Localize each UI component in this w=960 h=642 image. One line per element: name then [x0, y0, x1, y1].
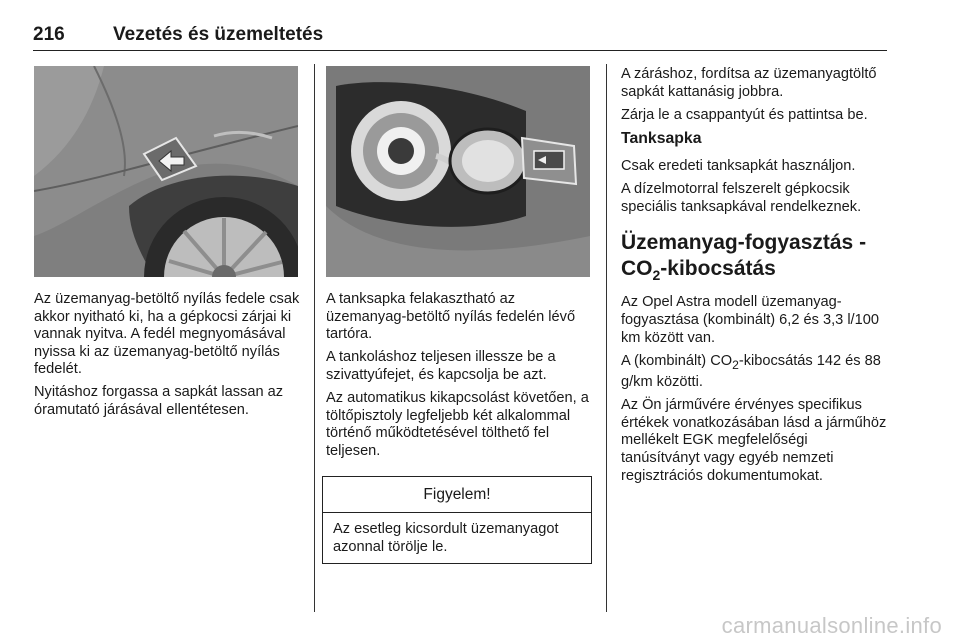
section-heading-part2: -kibocsátás [660, 257, 776, 281]
paragraph: Csak eredeti tanksapkát használjon. [621, 157, 856, 174]
section-heading [621, 230, 889, 288]
section-heading-co: CO [621, 257, 653, 281]
co2-suffix: -kibocsátás 142 és 88 g/km közötti. [621, 352, 881, 391]
column-divider [314, 64, 315, 612]
paragraph: Az Ön járművére érvényes specifikus értékek vonatkozásában lásd a járműhöz mellékelt EGK megfelelőségi tanúsítványt vagy egyéb nemzeti regisztrációs dokumentumokat. [621, 397, 887, 484]
right-column-text [621, 66, 889, 491]
paragraph: Nyitáshoz forgassa a sapkát lassan az óramutató járásával ellentétesen. [34, 384, 284, 419]
column-divider [606, 64, 607, 612]
co2-paragraph [621, 353, 889, 392]
co2-subscript: 2 [732, 357, 739, 372]
page-header [33, 24, 887, 51]
chapter-title: Vezetés és üzemeltetés [113, 24, 324, 45]
left-column-text [34, 291, 302, 425]
paragraph: A tanksapka felakasztható az üzemanyag-betöltő nyílás fedelén lévő tartóra. [326, 291, 576, 343]
middle-column-text [326, 291, 592, 466]
notice-body: Az esetleg kicsordult üzemanyagot azonnal törölje le. [333, 521, 559, 555]
paragraph: Az automatikus kikapcsolást követően, a töltőpisztoly legfeljebb két alkalommal történő működtetésével tölthető fel teljesen. [326, 389, 589, 459]
paragraph: A záráshoz, fordítsa az üzemanyagtöltő sapkát kattanásig jobbra. [621, 66, 877, 100]
notice-box [322, 476, 592, 564]
paragraph: Zárja le a csappantyút és pattintsa be. [621, 106, 868, 123]
paragraph: Az Opel Astra modell üzemanyag-fogyasztása (kombinált) 6,2 és 3,3 l/100 km között van. [621, 294, 879, 346]
page-number: 216 [33, 24, 65, 45]
tank-cap-illustration [326, 66, 590, 277]
section-heading-part1: Üzemanyag-fogyasztás - [621, 231, 867, 255]
co2-prefix: A (kombinált) CO [621, 352, 733, 369]
paragraph: A dízelmotorral felszerelt gépkocsik speciális tanksapkával rendelkeznek. [621, 180, 862, 215]
watermark: carmanualsonline.info [721, 613, 942, 638]
paragraph: Az üzemanyag-betöltő nyílás fedele csak akkor nyitható ki, ha a gépkocsi zárjai ki vannak nyitva. A fedél megnyomásával nyissa ki az üzemanyag-betöltő nyílás fedelét. [34, 291, 300, 378]
section-heading-subscript: 2 [652, 267, 661, 284]
paragraph: A tankoláshoz teljesen illessze be a szivattyúfejet, és kapcsolja be azt. [326, 349, 556, 383]
notice-title: Figyelem! [323, 477, 591, 513]
tanksapka-heading: Tanksapka [621, 130, 702, 148]
fuel-flap-illustration [34, 66, 298, 277]
